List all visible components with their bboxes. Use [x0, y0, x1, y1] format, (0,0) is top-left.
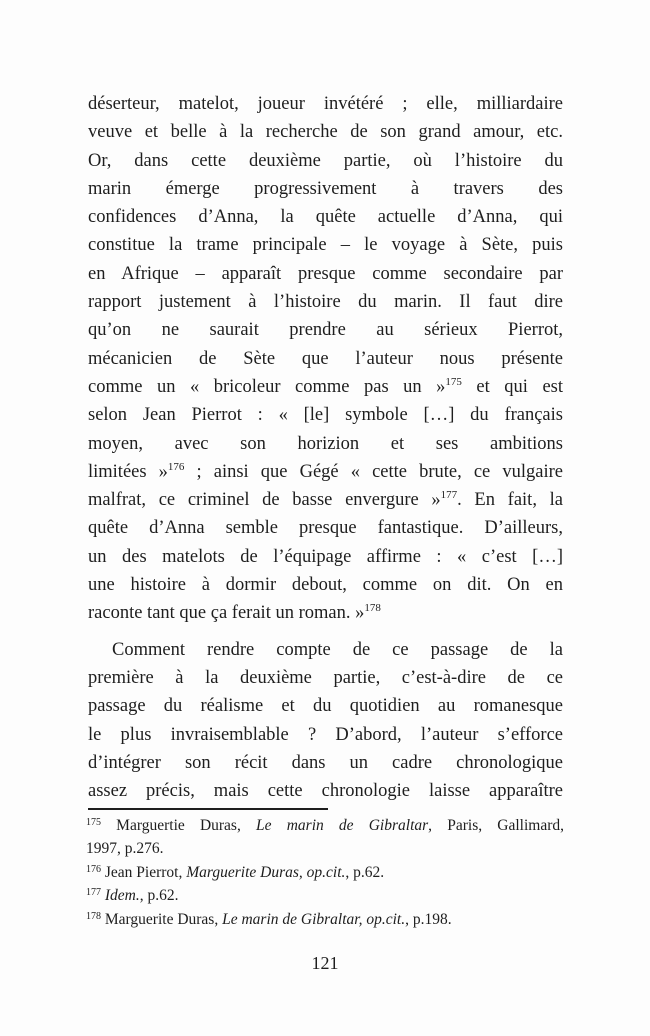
footnote-line	[86, 814, 564, 837]
text-segment: constitue la trame principale – le voyage à Sète, puis	[88, 235, 563, 256]
text-line	[88, 599, 563, 627]
footnotes	[86, 814, 564, 931]
text-line	[88, 430, 563, 458]
footnote-separator	[88, 808, 328, 810]
text-segment: moyen, avec son horizion et ses ambitions	[88, 433, 563, 454]
footnote-line	[86, 861, 564, 884]
text-segment: et qui est	[461, 376, 563, 397]
text-segment: comme un « bricoleur comme pas un »	[88, 376, 446, 397]
text-segment: quête d’Anna semble presque fantastique. D’ailleurs,	[88, 518, 563, 539]
footnote-number: 178	[86, 910, 101, 922]
text-line	[88, 345, 563, 373]
text-segment: Le marin de Gibraltar, op.cit.	[222, 910, 406, 928]
text-segment: mécanicien de Sète que l’auteur nous présente	[88, 348, 563, 369]
footnote-line	[86, 908, 564, 931]
text-segment: qu’on ne saurait prendre au sérieux Pierrot,	[88, 320, 563, 341]
text-line	[88, 543, 563, 571]
text-segment: Marguertie Duras,	[101, 817, 257, 834]
text-line	[88, 118, 563, 146]
text-segment: première à la deuxième partie, c’est-à-dire de ce	[88, 667, 563, 688]
footnote-number: 176	[86, 863, 101, 875]
text-segment: passage du réalisme et du quotidien au romanesque	[88, 696, 563, 717]
text-line	[88, 486, 563, 514]
text-segment: raconte tant que ça ferait un roman. »	[88, 603, 365, 624]
text-segment: , p.62.	[345, 863, 385, 881]
footnote-reference: 176	[167, 460, 185, 473]
text-segment: veuve et belle à la recherche de son grand amour, etc.	[88, 122, 563, 143]
text-line	[88, 203, 563, 231]
text-line	[88, 316, 563, 344]
text-segment: une histoire à dormir debout, comme on dit. On en	[88, 575, 563, 596]
text-line	[88, 721, 563, 749]
footnote-176	[86, 861, 564, 884]
footnote-reference: 175	[445, 375, 462, 388]
text-line	[88, 175, 563, 203]
text-segment: d’intégrer son récit dans un cadre chronologique	[88, 752, 563, 773]
footnote-177	[86, 884, 564, 907]
text-line	[88, 373, 563, 401]
text-segment: 1997, p.276.	[86, 840, 164, 858]
body-text	[88, 90, 563, 805]
text-segment: Marguerite Duras,	[101, 910, 223, 928]
text-segment: , p.198.	[405, 910, 452, 928]
text-line	[88, 288, 563, 316]
text-segment: un des matelots de l’équipage affirme : « c’est […]	[88, 546, 563, 567]
text-segment: , p.62.	[139, 887, 179, 905]
footnote-line	[86, 837, 564, 860]
text-line	[88, 692, 563, 720]
text-segment: Le marin de Gibraltar	[256, 817, 429, 834]
text-segment: , Paris, Gallimard,	[428, 817, 565, 834]
text-segment: confidences d’Anna, la quête actuelle d’Anna, qui	[88, 207, 563, 228]
text-segment: limitées »	[88, 461, 168, 482]
footnote-number: 175	[86, 817, 101, 828]
text-segment: Idem.	[104, 887, 140, 905]
text-segment: selon Jean Pierrot : « [le] symbole […] du français	[88, 405, 563, 426]
footnote-178	[86, 908, 564, 931]
page-number: 121	[311, 953, 339, 973]
footnote-175	[86, 814, 564, 861]
text-segment: rapport justement à l’histoire du marin. Il faut dire	[88, 292, 563, 313]
text-segment: Marguerite Duras, op.cit.	[186, 863, 346, 881]
text-segment: déserteur, matelot, joueur invétéré ; elle, milliardaire	[88, 94, 563, 114]
footnote-reference: 177	[440, 489, 458, 502]
text-line	[88, 260, 563, 288]
text-segment: Jean Pierrot,	[101, 863, 187, 881]
footnote-reference: 178	[364, 602, 381, 615]
text-line	[88, 147, 563, 175]
paragraph	[88, 90, 563, 628]
footnote-number: 177	[86, 887, 101, 899]
text-line	[88, 90, 563, 118]
text-line	[88, 664, 563, 692]
text-line	[88, 749, 563, 777]
text-line	[88, 401, 563, 429]
text-segment: Comment rendre compte de ce passage de la	[112, 639, 563, 660]
text-line	[88, 636, 563, 664]
text-segment: ; ainsi que Gégé « cette brute, ce vulgaire	[184, 461, 563, 482]
paragraph	[88, 636, 563, 806]
text-segment: malfrat, ce criminel de basse envergure »	[88, 490, 441, 511]
text-line	[88, 514, 563, 542]
footnote-line	[86, 884, 564, 907]
text-line	[88, 231, 563, 259]
text-segment: en Afrique – apparaît presque comme secondaire par	[88, 263, 563, 284]
text-segment: . En fait, la	[457, 490, 563, 511]
text-line	[88, 777, 563, 805]
text-segment: Or, dans cette deuxième partie, où l’histoire du	[88, 150, 563, 171]
text-segment: assez précis, mais cette chronologie laisse apparaître	[88, 781, 563, 802]
text-segment: le plus invraisemblable ? D’abord, l’auteur s’efforce	[88, 724, 563, 745]
text-segment: marin émerge progressivement à travers des	[88, 178, 563, 199]
text-line	[88, 571, 563, 599]
text-line	[88, 458, 563, 486]
